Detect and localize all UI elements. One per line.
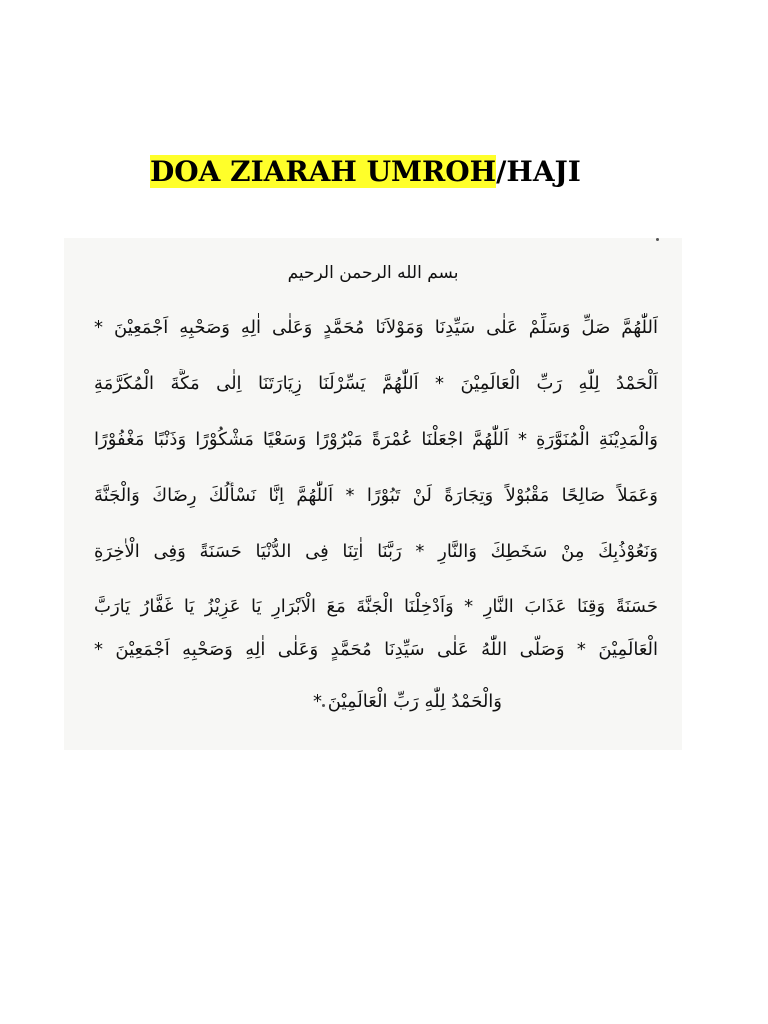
prayer-line-2: اَلْحَمْدُ لِلّٰهِ رَبِّ الْعَالَمِيْنَ * اَللّٰهُمَّ يَسِّرْلَنَا زِيَارَتَنَا اِلٰى مَكَّةَ الْمُكَرَّمَةِ xyxy=(94,373,658,394)
scan-speck xyxy=(656,238,659,241)
prayer-line-6: حَسَنَةً وَقِنَا عَذَابَ النَّارِ * وَاَدْخِلْنَا الْجَنَّةَ مَعَ الْاَبْرَارِ يَا عَزِيْزُ يَا غَفَّارُ يَارَبَّ xyxy=(94,596,658,617)
title-suffix: /HAJI xyxy=(496,155,581,188)
prayer-line-5: وَنَعُوْذُبِكَ مِنْ سَخَطِكَ وَالنَّارِ * رَبَّنَا اٰتِنَا فِى الدُّنْيَا حَسَنَةً وَفِى الْاٰخِرَةِ xyxy=(94,541,658,562)
document-title xyxy=(150,152,581,192)
prayer-line-4: وَعَمَلاً صَالِحًا مَقْبُوْلاً وَتِجَارَةً لَنْ تَبُوْرًا * اَللّٰهُمَّ اِنَّا نَسْأَلُكَ رِضَاكَ وَالْجَنَّةَ xyxy=(94,485,658,506)
prayer-line-8: وَالْحَمْدُ لِلّٰهِ رَبِّ الْعَالَمِيْنَ * xyxy=(313,691,502,712)
prayer-line-1: اَللّٰهُمَّ صَلِّ وَسَلِّمْ عَلٰى سَيِّدِنَا وَمَوْلاَنَا مُحَمَّدٍ وَعَلٰى اٰلِهِ وَصَحْبِهِ اَجْمَعِيْنَ * xyxy=(94,317,658,338)
basmala-heading: بسم الله الرحمن الرحيم xyxy=(287,263,459,283)
title-highlighted: DOA ZIARAH UMROH xyxy=(150,155,497,188)
prayer-line-7: الْعَالَمِيْنَ * وَصَلَّى اللّٰهُ عَلٰى سَيِّدِنَا مُحَمَّدٍ وَعَلٰى اٰلِهِ وَصَحْبِهِ اَجْمَعِيْنَ * xyxy=(94,639,658,660)
prayer-line-3: وَالْمَدِيْنَةِ الْمُنَوَّرَةِ * اَللّٰهُمَّ اجْعَلْنَا عُمْرَةً مَبْرُوْرًا وَسَعْيًا مَشْكُوْرًا وَذَنْبًا مَغْفُوْرًا xyxy=(94,429,658,450)
scanned-prayer-image xyxy=(64,238,682,750)
